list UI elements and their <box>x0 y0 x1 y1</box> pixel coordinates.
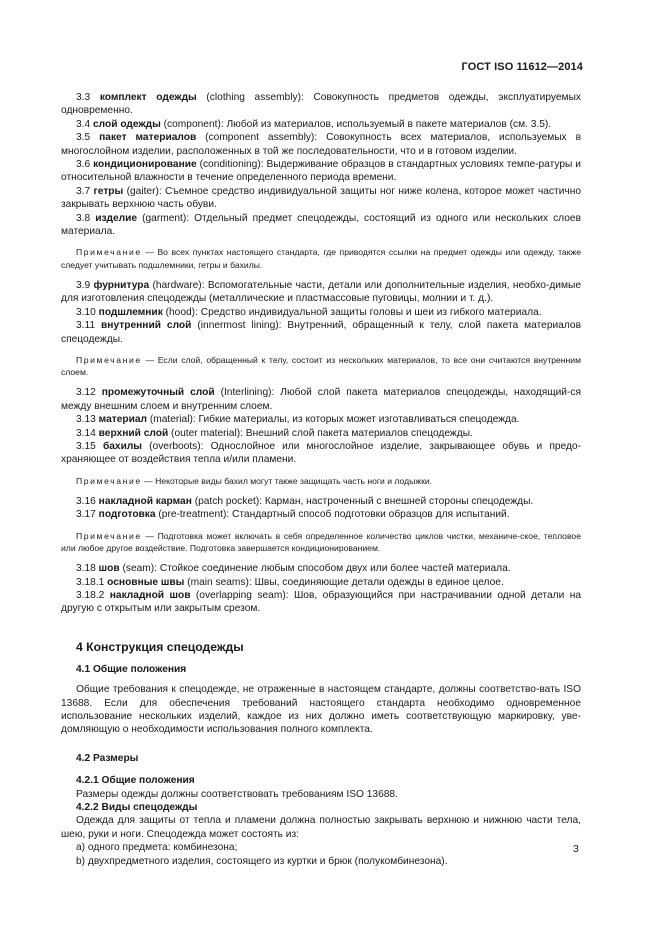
note-2: Примечание — Если слой, обращенный к телу, состоит из нескольких материалов, то все они считаются внутренним слоем. <box>61 354 582 378</box>
note-1: Примечание — Во всех пунктах настоящего стандарта, где приводятся ссылки на предмет одежды или одежду, также следует учитывать подшлемники, гетры и бахилы. <box>61 247 581 270</box>
section-4-2-title: 4.2 Размеры <box>76 752 139 764</box>
term-3-16: 3.16 накладной карман (patch pocket): Карман, настроченный с внешней стороны спецодежды. <box>76 495 534 507</box>
term-3-11: 3.11 внутренний слой (innermost lining): Внутренний, обращенный к телу, слой пакета материалов спецодежды. <box>61 320 581 345</box>
term-3-8: 3.8 изделие (garment): Отдельный предмет спецодежды, состоящий из одного или нескольких слоев материала. <box>61 212 581 238</box>
term-3-14: 3.14 верхний слой (outer material): Внешний слой пакета материалов спецодежды. <box>76 427 473 439</box>
note-4: Примечание — Подготовка может включать в себя определенное количество циклов чистки, механиче-ское, тепловое или любое другое воздействие. Подготовка завершается кондиционированием. <box>61 530 581 553</box>
term-3-15: 3.15 бахилы (overboots): Однослойное или многослойное изделие, закрывающее обувь и предо-храняющее от воздействия тепла и/или пламени. <box>61 440 581 466</box>
section-4-2-2-title: 4.2.2 Виды спецодежды <box>76 802 198 814</box>
term-3-18: 3.18 шов (seam): Стойкое соединение любым способом двух или более частей материала. <box>76 563 511 575</box>
term-3-5: 3.5 пакет материалов (component assembly): Совокупность всех материалов, используемых в многослойном изделии, расположенных в той же последовательности, что и в готовом изделии. <box>61 132 582 157</box>
term-3-6: 3.6 кондиционирование (conditioning): Выдерживание образцов в стандартных условиях темпе-ратуры и относительной влажности в течение определенного периода времени. <box>61 159 581 184</box>
section-4-1-title: 4.1 Общие положения <box>76 663 187 675</box>
term-3-3: 3.3 комплект одежды (clothing assembly): Совокупность предметов одежды, эксплуатируемых одновременно. <box>61 92 581 117</box>
term-3-17: 3.17 подготовка (pre-treatment): Стандартный способ подготовки образцов для испытаний. <box>76 509 510 521</box>
term-3-7: 3.7 гетры (gaiter): Съемное средство индивидуальной защиты ног ниже колена, которое может частично закрывать верхнюю часть обуви. <box>61 185 581 211</box>
term-3-10: 3.10 подшлемник (hood): Средство индивидуальной защиты головы и шеи из гибкого материала. <box>76 306 542 318</box>
note-3: Примечание — Некоторые виды бахил могут также защищать часть ноги и лодыжки. <box>76 475 433 486</box>
term-3-9: 3.9 фурнитура (hardware): Вспомогательные части, детали или дополнительные изделия, необхо-димые для изготовления спецодежды (металлические и пластмассовые пуговицы, молнии и т. д.). <box>61 279 581 305</box>
page-body <box>61 91 581 868</box>
term-3-18-1: 3.18.1 основные швы (main seams): Швы, соединяющие детали одежды в единое целое. <box>76 576 504 588</box>
list-item-b: b) двухпредметного изделия, состоящего из куртки и брюк (полукомбинезона). <box>76 855 448 867</box>
document-header: ГОСТ ISO 11612—2014 <box>461 61 583 73</box>
term-3-12: 3.12 промежуточный слой (Interlining): Любой слой пакета материалов спецодежды, находящий-ся между внешним слоем и внутренним слоем. <box>61 387 581 412</box>
section-4-2-1-text: Размеры одежды должны соответствовать требованиям ISO 13688. <box>76 788 398 800</box>
section-4-title: 4 Конструкция спецодежды <box>76 639 244 654</box>
page-number: 3 <box>573 843 579 855</box>
section-4-2-2-text: Одежда для защиты от тепла и пламени должна полностью закрывать верхнюю и нижнюю части тела, шею, руки и ноги. Спецодежда может состоять из: <box>61 815 581 840</box>
term-3-13: 3.13 материал (material): Гибкие материалы, из которых может изготавливаться спецодежда. <box>76 414 520 426</box>
section-4-1-text: Общие требования к спецодежде, не отраженные в настоящем стандарте, должны соответство-вать ISO 13688. Если для обеспечения требований настоящего стандарта необходимо одновременное использование нескольких изделий, каждое из них должно иметь соответствующую маркировку, уве-домляющую о необходимости использования полного комплекта. <box>61 684 581 736</box>
term-3-18-2: 3.18.2 накладной шов (overlapping seam): Шов, образующийся при настрачивании одной детали на другую с открытым или закрытым срезом. <box>61 589 581 615</box>
list-item-a: a) одного предмета: комбинезона; <box>76 842 238 854</box>
section-4-2-1-title: 4.2.1 Общие положения <box>76 775 195 787</box>
term-3-4: 3.4 слой одежды (component): Любой из материалов, используемый в пакете материалов (см. 3.5). <box>76 118 552 130</box>
